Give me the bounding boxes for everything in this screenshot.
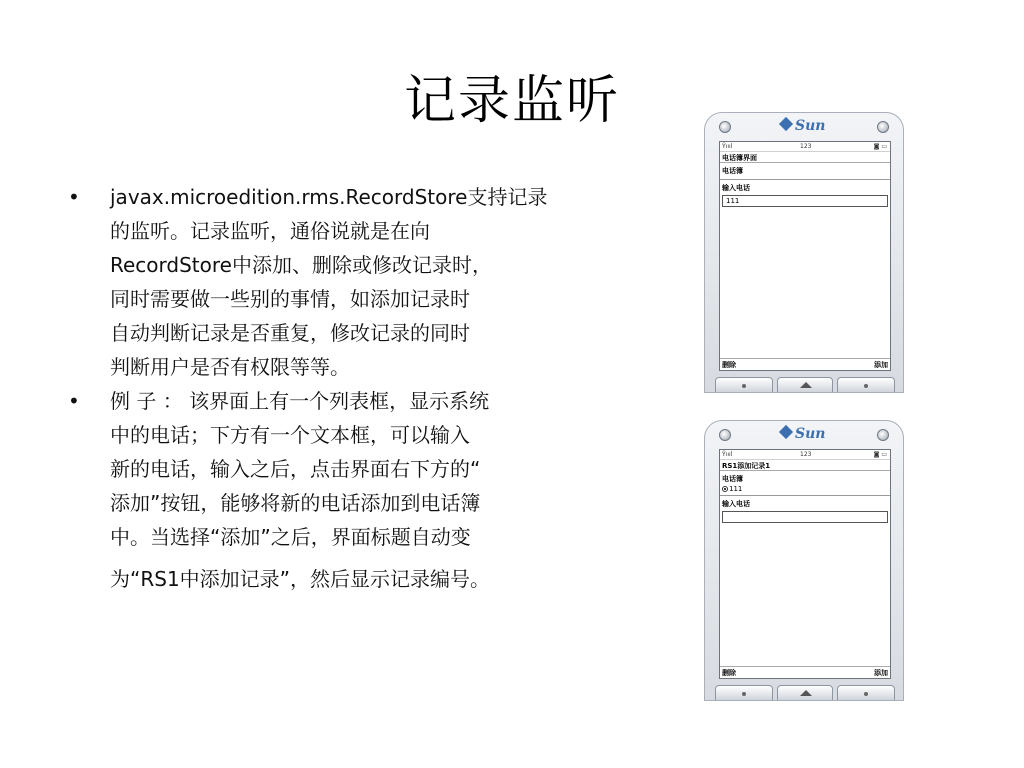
bullet-text: 例 子 ： 该界面上有一个列表框，显示系统 中的电话；下方有一个文本框，可以输入 新的电话，输入之后，点击界面右下方的“ 添加”按钮，能够将新的电话添加到电话簿 中。当选择“添加”之后，界面标题自动变 [110,389,490,549]
battery-icon: ◙ ▭ [873,451,887,458]
phone-power-button[interactable] [877,429,889,441]
phone-keypad [705,375,904,393]
phone-top-bar [705,421,903,449]
delete-soft-key[interactable]: 删除 [722,669,736,677]
sun-logo [781,118,825,134]
up-nav-button[interactable] [777,685,833,701]
bullet-text-last-line: 为“RS1中添加记录”，然后显示记录编号。 [110,567,491,591]
list-label: 电话簿 [722,167,743,175]
signal-icon: Ÿıııl [722,451,733,458]
list-item-text: 111 [729,485,743,493]
battery-icon: ◙ ▭ [873,143,887,150]
arrow-up-icon [800,382,812,388]
phone-keypad [705,683,904,701]
add-soft-key[interactable]: 添加 [874,669,888,677]
phone-screen [719,449,891,679]
arrow-up-icon [800,690,812,696]
key-dot-icon [742,384,746,388]
left-soft-button[interactable] [715,377,773,393]
list-label: 电话簿 [722,475,743,483]
screen-title: 电话簿界面 [720,152,890,163]
phone-input-field[interactable] [722,511,888,523]
phone-emulator-1 [704,112,904,393]
key-dot-icon [742,692,746,696]
key-dot-icon [864,384,868,388]
phone-left-top-button[interactable] [719,121,731,133]
phone-input-field[interactable]: 111 [722,195,888,207]
right-soft-button[interactable] [837,685,895,701]
logo-text: Sun [795,426,826,442]
up-nav-button[interactable] [777,377,833,393]
phone-left-top-button[interactable] [719,429,731,441]
sun-logo [781,426,825,442]
list-item[interactable] [720,485,890,493]
phone-power-button[interactable] [877,121,889,133]
slide-title: 记录监听 [403,71,620,131]
left-soft-button[interactable] [715,685,773,701]
input-label: 输入电话 [722,184,750,192]
status-bar [720,450,890,460]
right-soft-button[interactable] [837,377,895,393]
bullet-list [68,180,598,596]
add-soft-key[interactable]: 添加 [874,361,888,369]
key-dot-icon [864,692,868,696]
phone-top-bar [705,113,903,141]
screen-title: RS1添加记录1 [720,460,890,471]
phone-emulator-2 [704,420,904,701]
sun-diamond-icon [779,425,793,439]
soft-key-bar [720,666,890,678]
input-mode: 123 [800,143,812,150]
phone-screen [719,141,891,371]
input-mode: 123 [800,451,812,458]
bullet-item [68,384,598,596]
radio-icon [722,486,728,492]
signal-icon: Ÿıııl [722,143,733,150]
logo-text: Sun [795,118,826,134]
input-label: 输入电话 [722,500,750,508]
bullet-dot: • [68,185,80,209]
status-bar [720,142,890,152]
delete-soft-key[interactable]: 删除 [722,361,736,369]
bullet-text: javax.microedition.rms.RecordStore支持记录 的监听。记录监听，通俗说就是在向 RecordStore中添加、删除或修改记录时， 同时需要做一些别的事情，如添加记录时 自动判断记录是否重复，修改记录的同时 判断用户是否有权限等等。 [110,185,548,379]
bullet-dot: • [68,389,80,413]
sun-diamond-icon [779,117,793,131]
bullet-item [68,180,598,384]
soft-key-bar [720,358,890,370]
